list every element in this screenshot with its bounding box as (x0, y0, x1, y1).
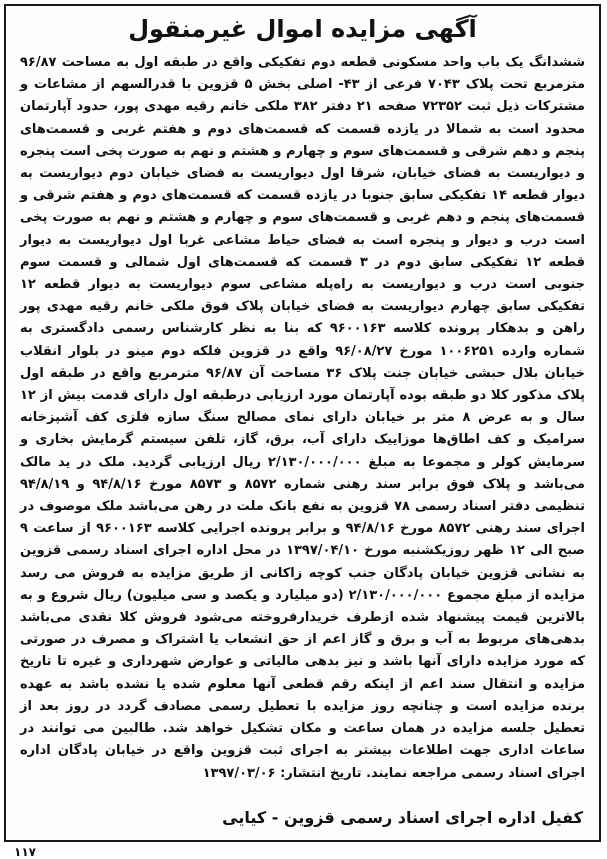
auction-notice (4, 4, 601, 842)
notice-title: آگهی مزایده اموال غیرمنقول (128, 15, 477, 43)
page-number: ۱۱۷ (10, 845, 40, 859)
notice-signature: کفیل اداره اجرای اسناد رسمی قزوین - کیایی (222, 808, 583, 827)
notice-body: ششدانگ یک باب واحد مسکونی قطعه دوم تفکیکی واقع در طبقه اول به مساحت ۹۶/۸۷ مترمربع تحت پلاک ۷۰۴۳ فرعی از ۴۳- اصلی بخش ۵ قزوین با قدرالسهم از مشاعات و مشترکات ذیل ثبت ۷۲۳۵۲ صفحه ۲۱ دفتر ۳۸۲ ملکی خانم رقیه مهدی پور، حدود آپارتمان محدود است به شمالا در یازده قسمت که قسمت‌های دوم و هفتم غربی و قسمت‌های پنجم و دهم شرقی و قسمت‌های سوم و چهارم و هشتم و نهم به صورت پخی است پنجره و دیواریست به فضای خیابان، شرقا اول دیواریست به فضای خیابان دوم دیواریست به دیوار قطعه ۱۴ تفکیکی سابق جنوبا در یازده قسمت که قسمت‌های دوم و هفتم شرقی و قسمت‌های پنجم و دهم غربی و قسمت‌های سوم و چهارم و هشتم و نهم به صورت پخی است درب و دیوار و پنجره است به فضای حیاط مشاعی غربا اول دیواریست به دیوار قطعه ۱۲ تفکیکی سابق دوم در ۳ قسمت که قسمت‌های اول شمالی و قسمت سوم جنوبی است درب و دیواریست به راه‌پله مشاعی سوم دیواریست به دیوار قطعه ۱۲ تفکیکی سابق چهارم دیواریست به فضای خیابان پلاک فوق ملکی خانم رقیه مهدی پور راهن و بدهکار پرونده کلاسه ۹۶۰۰۱۶۳ که بنا به نظر کارشناس رسمی دادگستری به شماره وارده ۱۰۰۶۲۵۱ مورخ ۹۶/۰۸/۲۷ واقع در قزوین فلکه دوم مینو در بلوار انقلاب خیابان بلال حبشی خیابان جنت پلاک ۳۶ مساحت آن ۹۶/۸۷ مترمربع واقع در طبقه اول پلاک مذکور کلا دو طبقه بوده آپارتمان مورد ارزیابی درطبقه اول دارای قدمت بیش از ۱۲ سال و به عرض ۸ متر بر خیابان دارای نمای مصالح سنگ سازه فلزی کف آشپزخانه سرامیک و کف اطاق‌ها موزاییک دارای آب، برق، گاز، تلفن سیستم گرمایش بخاری و سرمایش کولر و مجموعا به مبلغ ۲/۱۳۰/۰۰۰/۰۰۰ ریال ارزیابی گردید. ملک در ید مالک می‌باشد و پلاک فوق برابر سند رهنی شماره ۸۵۷۲ و ۸۵۷۳ مورخ ۹۴/۸/۱۶ و ۹۴/۸/۱۹ تنظیمی دفتر اسناد رسمی ۷۸ قزوین به نفع بانک ملت در رهن می‌باشد ملک موصوف در اجرای سند رهنی ۸۵۷۲ مورخ ۹۴/۸/۱۶ و برابر پرونده اجرایی کلاسه ۹۶۰۰۱۶۳ از ساعت ۹ صبح الی ۱۲ ظهر روزیکشنبه مورخ ۱۳۹۷/۰۴/۱۰ در محل اداره اجرای اسناد رسمی قزوین به نشانی قزوین خیابان پادگان جنب کوچه زاکانی از طریق مزایده به فروش می رسد مزایده از مبلغ مجموع ۲/۱۳۰/۰۰۰/۰۰۰ (دو میلیارد و یکصد و سی میلیون) ریال شروع و به بالاترین قیمت پیشنهاد شده ازطرف خریدارفروخته می‌شود فروش کلا نقدی می‌باشد بدهی‌های مربوط به آب و برق و گاز اعم از حق انشعاب یا اشتراک و مصرف در صورتی که مورد مزایده دارای آنها باشد و نیز بدهی مالیاتی و عوارض شهرداری و غیره تا تاریخ مزایده و انتقال سند اعم از اینکه رقم قطعی آنها معلوم شده یا نشده باشد به عهده برنده مزایده است و چنانچه روز مزایده با تعطیل رسمی مصادف گردد در روز بعد از تعطیل جلسه مزایده در همان ساعت و مکان تشکیل خواهد شد. طالبین می توانند در ساعات اداری جهت اطلاعات بیشتر به اجرای ثبت قزوین واقع در خیابان پادگان اداره اجرای اسناد رسمی مراجعه نمایند. تاریخ انتشار: ۱۳۹۷/۰۳/۰۶ (20, 55, 586, 781)
